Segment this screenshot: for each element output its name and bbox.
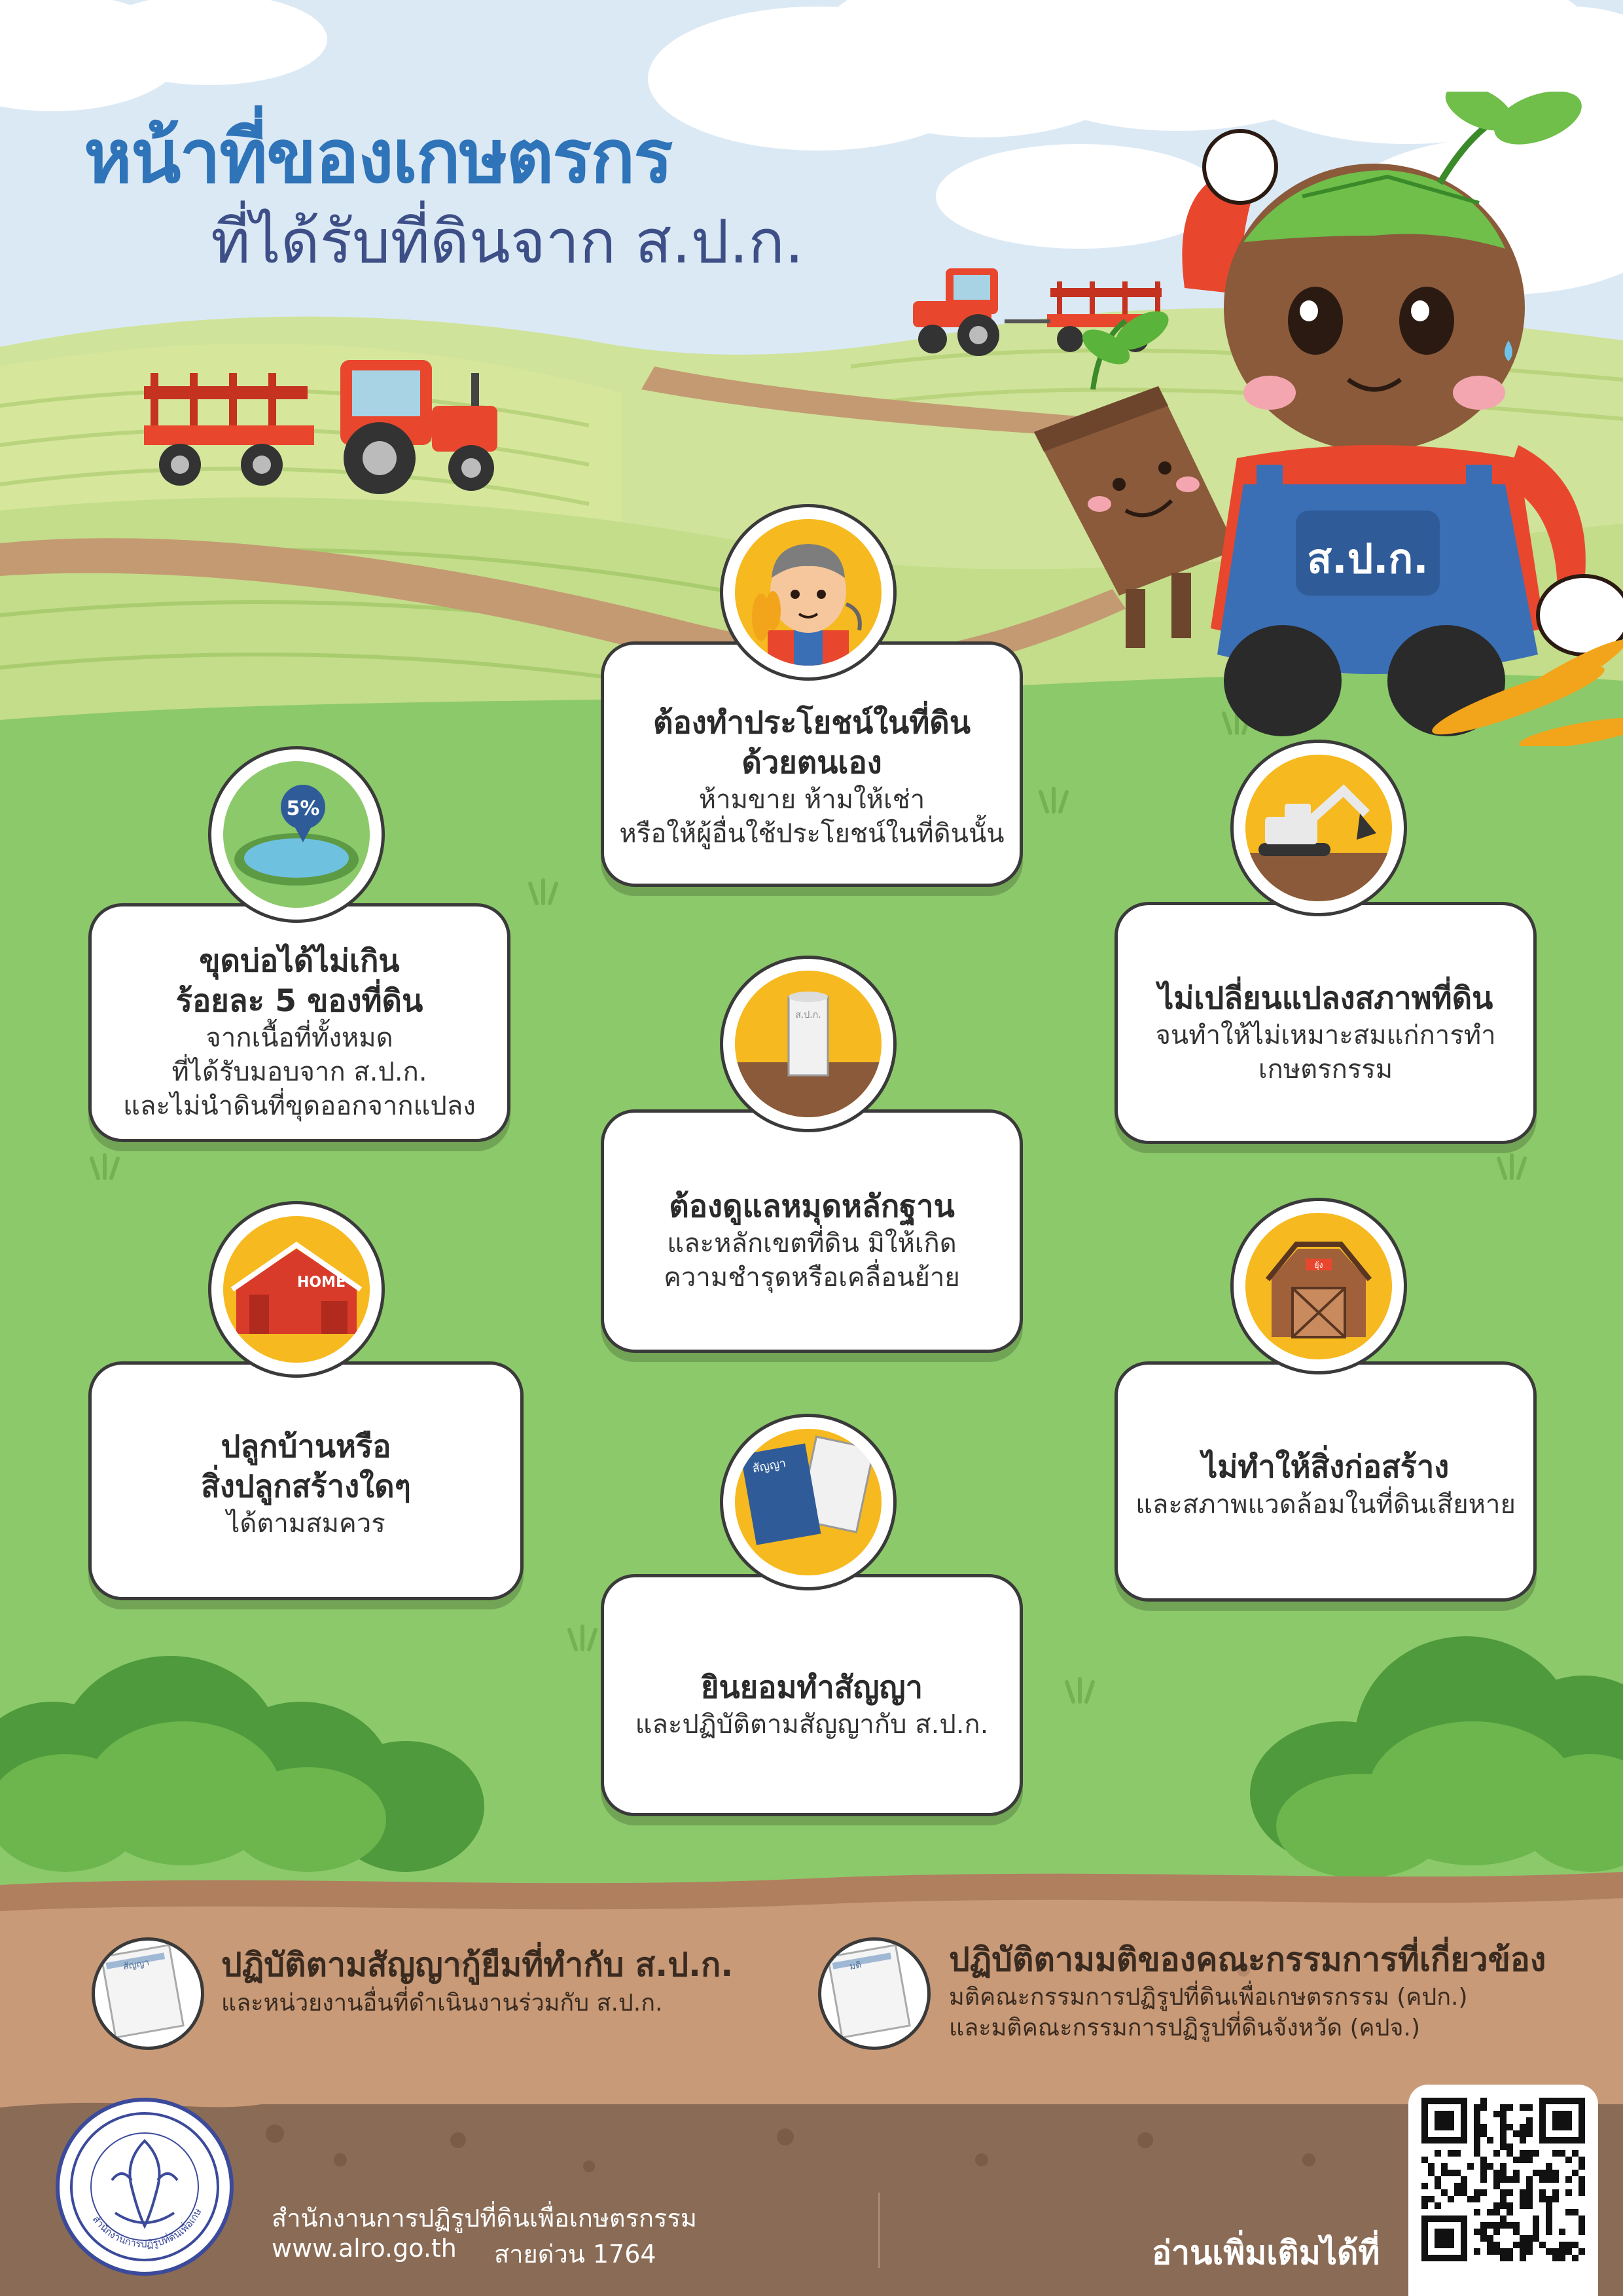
pond-icon: [223, 761, 370, 908]
excavator-badge: [1230, 740, 1407, 916]
duty-detail: และไม่นำดินที่ขุดออกจากแปลง: [123, 1090, 476, 1121]
duty-heading: ขุดบ่อได้ไม่เกิน: [199, 943, 400, 980]
survey-marker-label: ส.ป.ก.: [795, 1010, 821, 1020]
tractor-illustration-left: [144, 347, 510, 497]
note-heading-resolution: ปฏิบัติตามมติของคณะกรรมการที่เกี่ยวข้อง: [949, 1941, 1546, 1979]
footer-website-link[interactable]: www.alro.go.th: [272, 2234, 457, 2263]
duty-card-build-house: [88, 1361, 524, 1600]
contract-icon: [735, 1429, 882, 1575]
farmer-badge: [720, 504, 897, 681]
pond-percent-label: 5%: [286, 797, 320, 820]
alro-logo: [56, 2098, 234, 2276]
duty-card-no-damage: [1115, 1361, 1537, 1602]
house-label: HOME: [296, 1274, 346, 1291]
note-detail-resolution: มติคณะกรรมการปฏิรูปที่ดินเพื่อเกษตรกรรม (คปก.): [949, 1984, 1468, 2011]
page-subtitle: ที่ได้รับที่ดินจาก ส.ป.ก.: [211, 207, 804, 277]
logo-ring-text: สำนักงานการปฏิรูปที่ดินเพื่อเกษ: [90, 2206, 204, 2250]
resolution-badge: [818, 1937, 931, 2050]
contract-badge: [720, 1414, 897, 1590]
alro-emblem-icon: [60, 2102, 230, 2272]
duty-heading: ยินยอมทำสัญญา: [701, 1669, 923, 1706]
duty-heading: ต้องทำประโยชน์ในที่ดิน: [653, 705, 971, 742]
farmer-icon: [735, 519, 882, 666]
house-badge: [208, 1201, 385, 1378]
duty-detail: และปฏิบัติตามสัญญากับ ส.ป.ก.: [635, 1710, 989, 1740]
qr-code[interactable]: [1408, 2085, 1598, 2296]
duty-detail: ได้ตามสมควร: [226, 1508, 385, 1539]
pot-buddy-icon: [1034, 303, 1237, 648]
mascot-overall-label: ส.ป.ก.: [1307, 535, 1429, 583]
loan-contract-label: สัญญา: [122, 1957, 151, 1973]
footer-hotline: สายด่วน 1764: [494, 2240, 656, 2269]
note-detail-resolution: และมติคณะกรรมการปฏิรูปที่ดินจังหวัด (คปจ.): [949, 2015, 1420, 2041]
pond-badge: [208, 746, 385, 923]
duty-heading: สิ่งปลูกสร้างใดๆ: [201, 1468, 411, 1505]
survey-marker-badge: [720, 956, 897, 1132]
duty-detail: และสภาพแวดล้อมในที่ดินเสียหาย: [1135, 1489, 1516, 1520]
duty-card-pond-limit: [88, 903, 510, 1142]
mascot-illustration: [1021, 92, 1623, 746]
page-title: หน้าที่ของเกษตรกร: [84, 115, 672, 200]
read-more-label: อ่านเพิ่มเติมได้ที่: [1152, 2234, 1380, 2272]
footer-org-name: สำนักงานการปฏิรูปที่ดินเพื่อเกษตรกรรม: [272, 2204, 697, 2233]
footer-divider: [878, 2193, 880, 2268]
resolution-doc-icon: [821, 1941, 927, 2047]
duty-detail: เกษตรกรรม: [1258, 1054, 1393, 1085]
resolution-doc-label: มติ: [848, 1960, 863, 1973]
barn-label: ยุ้ง: [1314, 1261, 1323, 1270]
duty-detail: ห้ามขาย ห้ามให้เช่า: [698, 784, 925, 815]
contract-label: สัญญา: [751, 1456, 787, 1476]
duty-detail: จนทำให้ไม่เหมาะสมแก่การทำ: [1155, 1020, 1496, 1051]
note-detail-loan: และหน่วยงานอื่นที่ดำเนินงานร่วมกับ ส.ป.ก.: [221, 1990, 663, 2017]
duty-card-no-land-alteration: [1115, 902, 1537, 1144]
duty-card-sign-contract: [601, 1574, 1023, 1816]
house-icon: [223, 1216, 370, 1363]
loan-contract-icon: [95, 1941, 201, 2047]
duty-heading: ด้วยตนเอง: [741, 744, 882, 781]
duty-card-survey-markers: [601, 1109, 1023, 1353]
duty-detail: หรือให้ผู้อื่นใช้ประโยชน์ในที่ดินนั้น: [619, 818, 1005, 849]
qr-code-icon: [1421, 2098, 1585, 2261]
survey-marker-icon: [735, 971, 882, 1117]
duty-detail: และหลักเขตที่ดิน มิให้เกิด: [667, 1229, 957, 1259]
duty-detail: ความชำรุดหรือเคลื่อนย้าย: [664, 1263, 960, 1293]
duty-detail: ที่ได้รับมอบจาก ส.ป.ก.: [171, 1056, 427, 1087]
duty-heading: ร้อยละ 5 ของที่ดิน: [175, 982, 423, 1019]
duty-detail: จากเนื้อที่ทั้งหมด: [205, 1022, 393, 1053]
note-heading-loan: ปฏิบัติตามสัญญากู้ยืมที่ทำกับ ส.ป.ก.: [221, 1946, 734, 1984]
loan-contract-badge: [92, 1937, 204, 2050]
duty-heading: ปลูกบ้านหรือ: [221, 1429, 391, 1465]
duty-heading: ไม่เปลี่ยนแปลงสภาพที่ดิน: [1158, 980, 1493, 1016]
barn-badge: [1230, 1198, 1407, 1374]
duty-heading: ต้องดูแลหมุดหลักฐาน: [669, 1188, 955, 1225]
excavator-icon: [1245, 755, 1392, 901]
duty-heading: ไม่ทำให้สิ่งก่อสร้าง: [1202, 1449, 1450, 1486]
barn-icon: [1245, 1213, 1392, 1359]
